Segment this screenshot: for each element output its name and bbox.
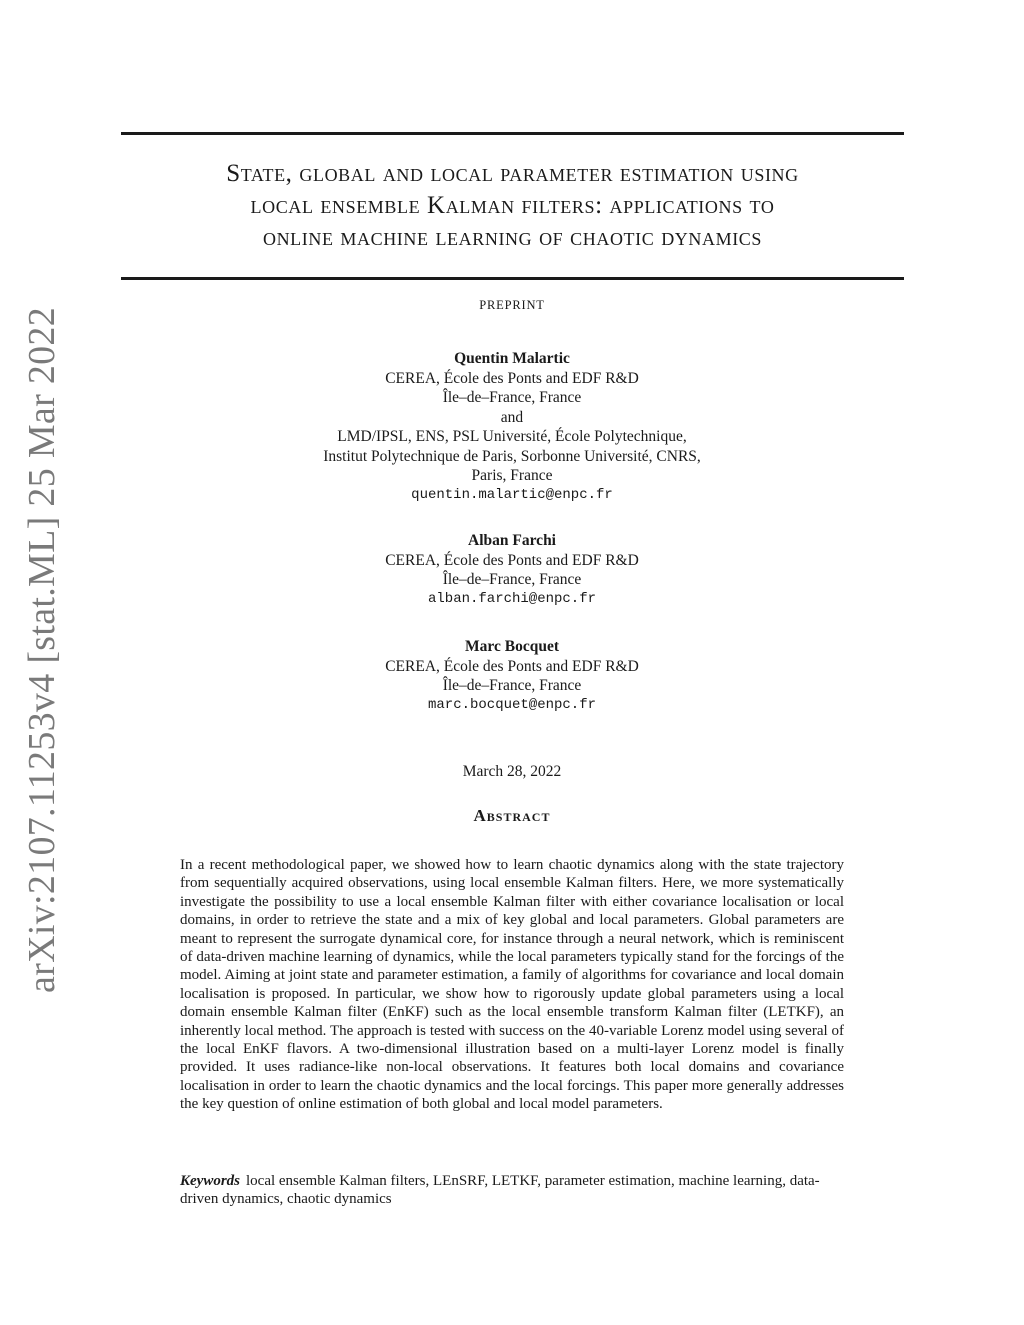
author-affiliation: CEREA, École des Ponts and EDF R&D: [385, 369, 639, 387]
author-affiliation: Île–de–France, France: [442, 389, 582, 406]
keywords-paragraph: [180, 1172, 844, 1209]
author-name: Quentin Malartic: [454, 350, 570, 367]
title-top-rule: [121, 132, 904, 135]
abstract-heading: Abstract: [473, 806, 551, 825]
keywords-label: Keywords: [180, 1173, 240, 1189]
author-block: [0, 349, 1024, 505]
title-line: State, global and local parameter estimation using: [226, 160, 799, 187]
author-block: [0, 637, 1024, 715]
author-affiliation: Île–de–France, France: [442, 677, 582, 694]
paper-date: March 28, 2022: [462, 763, 562, 780]
preprint-label: PREPRINT: [479, 298, 545, 312]
author-email[interactable]: quentin.malartic@enpc.fr: [411, 486, 613, 503]
author-affiliation: and: [500, 408, 524, 426]
author-affiliation: LMD/IPSL, ENS, PSL Université, École Polytechnique,: [337, 428, 687, 445]
author-name: Marc Bocquet: [465, 638, 559, 655]
author-affiliation: CEREA, École des Ponts and EDF R&D: [385, 657, 639, 675]
author-email[interactable]: alban.farchi@enpc.fr: [427, 590, 597, 607]
author-affiliation: Paris, France: [471, 467, 553, 484]
title-bottom-rule: [121, 277, 904, 280]
title-line: local ensemble Kalman filters: applications to: [250, 192, 775, 219]
author-block: [0, 531, 1024, 609]
title-line: online machine learning of chaotic dynamics: [262, 224, 763, 251]
author-affiliation: CEREA, École des Ponts and EDF R&D: [385, 551, 639, 569]
paper-title: [121, 158, 904, 254]
abstract-text: In a recent methodological paper, we showed how to learn chaotic dynamics along with the state trajectory from sequentially acquired observations, using local ensemble Kalman filters. Here, we more systematically investigate the possibility to use a local ensemble Kalman filter with either covariance localisation or local domains, in order to retrieve the state and a mix of key global and local parameters. Global parameters are meant to represent the surrogate dynamical core, for instance through a neural network, which is reminiscent of data-driven machine learning of dynamics, while the local parameters typically stand for the forcings of the model. Aiming at joint state and parameter estimation, a family of algorithms for covariance and local domain localisation is proposed. In particular, we show how to rigorously update global parameters using a local domain ensemble Kalman filter (EnKF) such as the local ensemble transform Kalman filter (LETKF), an inherently local method. The approach is tested with success on the 40-variable Lorenz model using several of the local EnKF flavors. A two-dimensional illustration based on a multi-layer Lorenz model is finally provided. It uses radiance-like non-local observations. It features both local domains and covariance localisation in order to learn the chaotic dynamics and the local forcings. This paper more generally addresses the key question of online estimation of both global and local model parameters.: [180, 857, 844, 1113]
author-affiliation: Île–de–France, France: [442, 571, 582, 588]
author-email[interactable]: marc.bocquet@enpc.fr: [427, 696, 597, 713]
author-name: Alban Farchi: [468, 532, 556, 549]
keywords-text: local ensemble Kalman filters, LEnSRF, LETKF, parameter estimation, machine learning, data-driven dynamics, chaotic dynamics: [180, 1173, 820, 1208]
author-affiliation: Institut Polytechnique de Paris, Sorbonne Université, CNRS,: [323, 447, 701, 465]
arxiv-identifier: arXiv:2107.11253v4 [stat.ML] 25 Mar 2022: [21, 306, 63, 994]
